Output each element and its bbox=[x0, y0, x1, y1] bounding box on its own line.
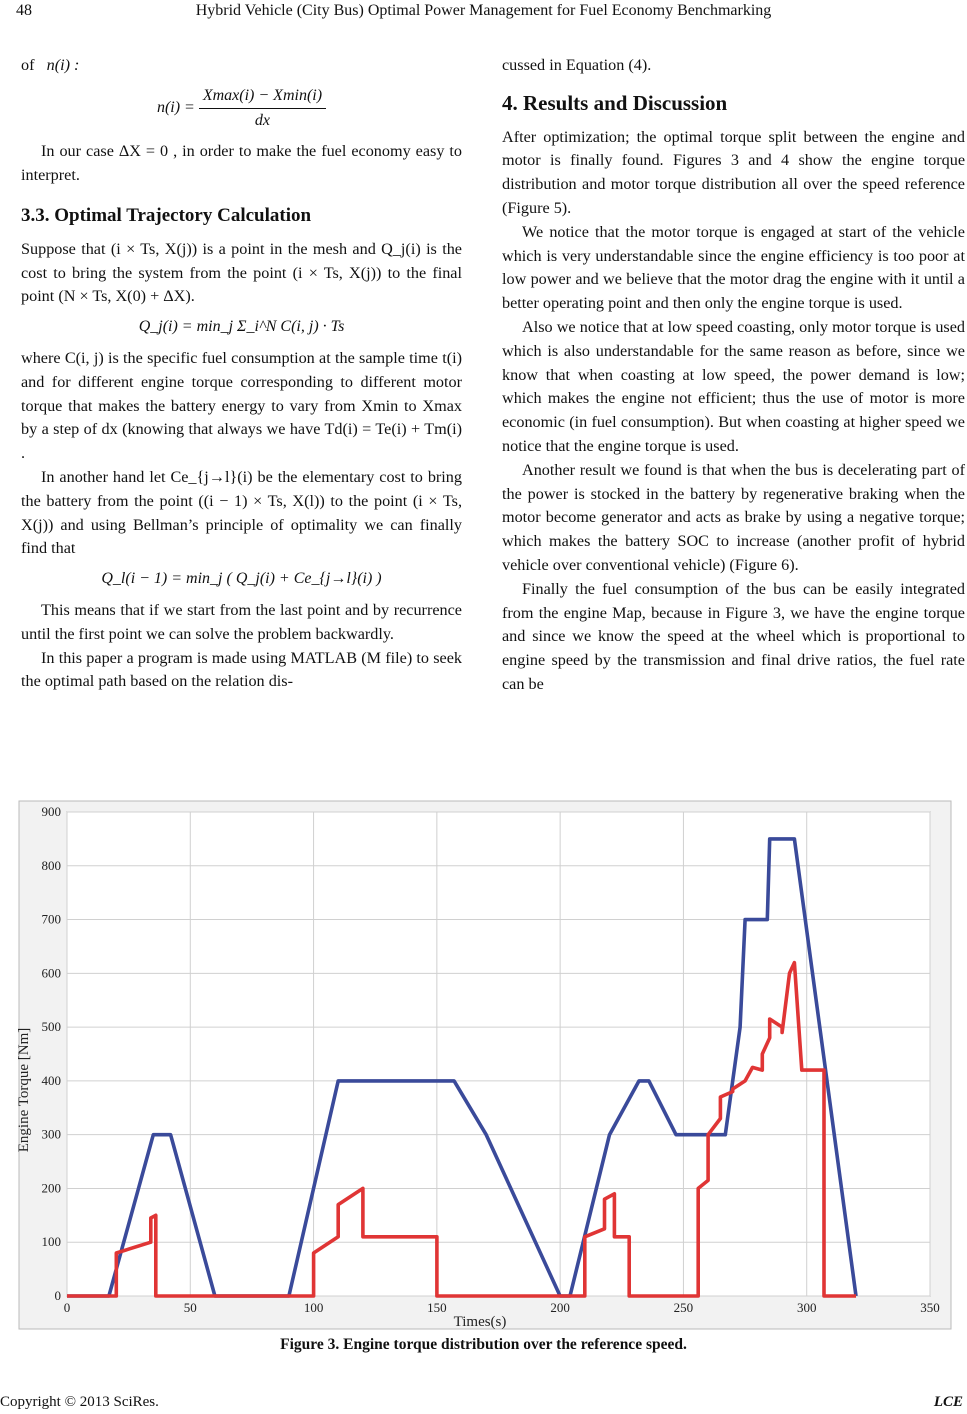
x-axis-label: Times(s) bbox=[453, 1314, 507, 1330]
left-column bbox=[21, 54, 462, 694]
y-tick-label: 600 bbox=[41, 965, 61, 981]
engine-torque-chart bbox=[18, 800, 952, 1330]
paragraph-delta-x: In our case ΔX = 0 , in order to make the fuel economy easy to interpret. bbox=[21, 142, 462, 185]
eq1-lhs: n(i) = bbox=[156, 98, 195, 116]
y-tick-label: 500 bbox=[41, 1019, 61, 1035]
right-column bbox=[502, 54, 965, 697]
eq1-numerator: Xmax(i) − Xmin(i) bbox=[199, 84, 326, 109]
y-tick-label: 900 bbox=[41, 804, 61, 819]
intro-line bbox=[21, 54, 462, 78]
eq1-fraction bbox=[199, 84, 326, 133]
x-tick-label: 150 bbox=[427, 1300, 447, 1315]
paragraph-continuation: cussed in Equation (4). bbox=[502, 56, 652, 74]
paragraph-recurrence: This means that if we start from the last point and by recurrence until the first point we can solve the problem backwardly. bbox=[21, 600, 462, 643]
paragraph-suppose: Suppose that (i × Ts, X(j)) is a point in the mesh and Q_j(i) is the cost to bring the system from the point (i × Ts, X(j)) to the final point (N × Ts, X(0) + ΔX). bbox=[21, 239, 462, 306]
paragraph-where: where C(i, j) is the specific fuel consumption at the sample time t(i) and for different engine torque corresponding to different motor torque that makes the battery energy to vary from Xmin to Xmax by a step of dx (knowing that always we have Td(i) = Te(i) + Tm(i) . bbox=[21, 348, 462, 463]
paragraph-regenerative: Another result we found is that when the bus is decelerating part of the power is stocked in the battery by regenerative braking when the motor become generator and acts as brake by using a negative torque; which makes the battery SOC to increase (another profit of hybrid vehicle over conventional vehicle) (Figure 6). bbox=[502, 460, 965, 574]
page-number: 48 bbox=[16, 2, 32, 19]
paragraph-fuel-consumption: Finally the fuel consumption of the bus can be easily integrated from the engine Map, because in Figure 3, we have the engine torque and since we know the speed at the wheel which is proportional to engine speed by the transmission and final drive ratios, the fuel rate can be bbox=[502, 579, 965, 693]
paragraph-coasting: Also we notice that at low speed coasting, only motor torque is used which is also understandable for the same reason as before, since we know that when coasting at low speed, the power demand is low; which makes the engine not efficient; thus the use of motor is more economic (in fuel consumption). But when coasting at higher speed we notice that the engine torque is used. bbox=[502, 317, 965, 455]
footer-journal: LCE bbox=[933, 1394, 963, 1410]
running-title: Hybrid Vehicle (City Bus) Optimal Power Management for Fuel Economy Benchmarking bbox=[195, 2, 772, 19]
x-tick-label: 200 bbox=[550, 1300, 570, 1315]
y-tick-label: 400 bbox=[41, 1072, 61, 1088]
section-heading-4: 4. Results and Discussion bbox=[502, 90, 728, 115]
eq1-denominator: dx bbox=[254, 111, 270, 129]
x-tick-label: 350 bbox=[920, 1300, 940, 1315]
y-tick-label: 300 bbox=[41, 1126, 61, 1142]
figure-caption: Figure 3. Engine torque distribution over the reference speed. bbox=[280, 1336, 687, 1353]
equation-3: Q_l(i − 1) = min_j ( Q_j(i) + Ce_{j→l}(i) ) bbox=[101, 570, 382, 588]
equation-1 bbox=[21, 84, 462, 133]
footer-copyright: Copyright © 2013 SciRes. bbox=[0, 1394, 159, 1410]
paragraph-another-hand: In another hand let Ce_{j→l}(i) be the elementary cost to bring the battery from the point ((i − 1) × Ts, X(l)) to the point (i × Ts, X(j)) and using Bellman’s principle of optimality we can finally find that bbox=[21, 467, 462, 558]
equation-2: Q_j(i) = min_j Σ_i^N C(i, j) · Ts bbox=[138, 318, 345, 336]
intro-lead: of bbox=[21, 56, 35, 74]
y-tick-label: 200 bbox=[41, 1180, 61, 1196]
intro-math: n(i) : bbox=[46, 56, 80, 74]
y-axis-label: Engine Torque [Nm] bbox=[16, 1027, 32, 1153]
y-tick-label: 700 bbox=[41, 911, 61, 927]
section-heading-3-3: 3.3. Optimal Trajectory Calculation bbox=[21, 204, 312, 226]
x-tick-label: 300 bbox=[796, 1300, 817, 1315]
paragraph-matlab: In this paper a program is made using MATLAB (M file) to seek the optimal path based on the relation dis- bbox=[21, 648, 462, 691]
x-tick-label: 100 bbox=[303, 1300, 324, 1315]
paragraph-motor-start: We notice that the motor torque is engaged at start of the vehicle which is very understandable since the engine efficiency is too poor at low power and we believe that the motor drag the engine with it until a better operating point and then only the engine torque is used. bbox=[502, 222, 965, 313]
x-tick-label: 250 bbox=[673, 1300, 694, 1315]
paragraph-after-optimization: After optimization; the optimal torque split between the engine and motor is finally found. Figures 3 and 4 show the engine torque distribution and motor torque distribution all over the speed reference (Figure 5). bbox=[502, 127, 965, 217]
x-tick-label: 0 bbox=[63, 1300, 71, 1315]
y-tick-label: 0 bbox=[54, 1288, 61, 1303]
y-tick-label: 100 bbox=[41, 1234, 61, 1250]
figure-3-chart bbox=[18, 800, 952, 1330]
y-tick-label: 800 bbox=[41, 857, 61, 873]
x-tick-label: 50 bbox=[183, 1300, 197, 1315]
